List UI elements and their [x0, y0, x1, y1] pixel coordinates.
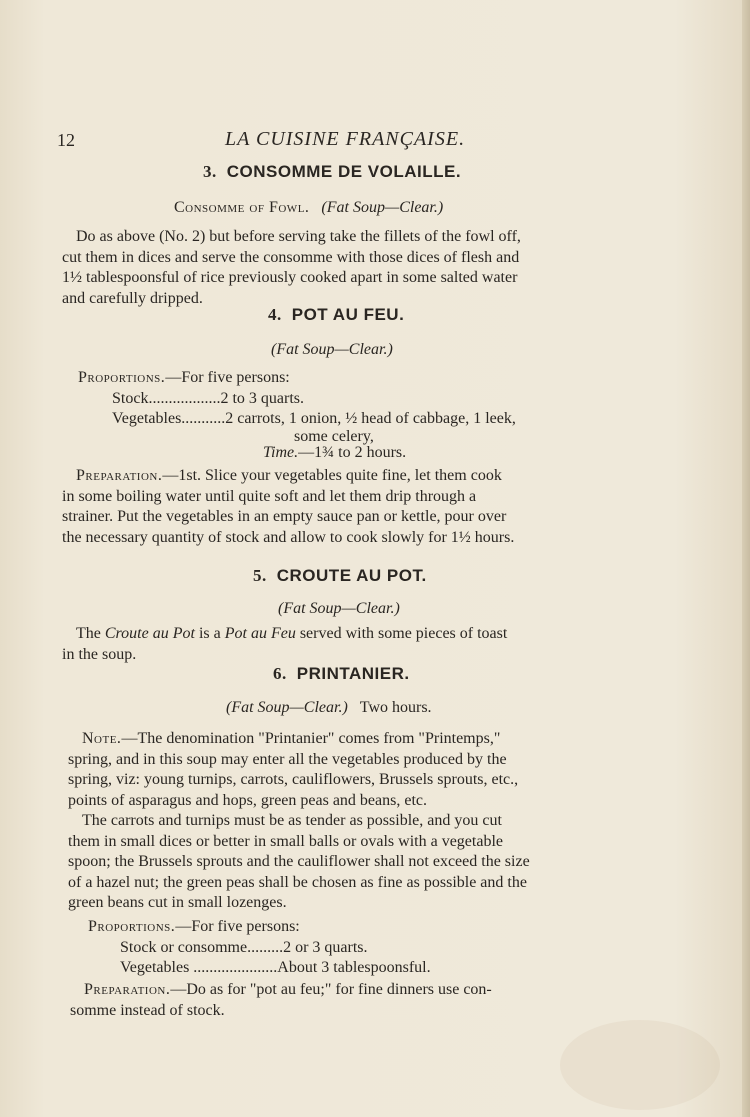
subtitle-italic: (Fat Soup—Clear.)	[321, 199, 444, 216]
body-line: green beans cut in small lozenges.	[68, 894, 287, 911]
time-text: —1¾ to 2 hours.	[298, 444, 407, 461]
section-5-subtitle: (Fat Soup—Clear.)	[278, 600, 400, 617]
note-text: —The denomination "Printanier" comes from "Printemps,"	[121, 730, 501, 747]
section-4-proportions	[78, 368, 290, 389]
section-title: CONSOMME DE VOLAILLE.	[226, 162, 462, 181]
preparation-label: Preparation.	[76, 467, 163, 484]
body-line: cut them in dices and serve the consomme with those dices of flesh and	[62, 248, 520, 266]
section-6-note	[68, 729, 636, 914]
body-line: strainer. Put the vegetables in an empty sauce pan or kettle, pour over	[62, 508, 507, 525]
section-title: CROUTE AU POT.	[276, 566, 427, 585]
section-6-proportions	[88, 917, 300, 938]
time-label: Time.	[263, 444, 299, 461]
body-line: the necessary quantity of stock and allow to cook slowly for 1½ hours.	[62, 528, 515, 546]
body-line: in the soup.	[62, 645, 137, 663]
proportions-label: Proportions.	[88, 918, 176, 935]
proportions-text: —For five persons:	[165, 369, 290, 386]
section-4-heading	[268, 305, 404, 325]
subtitle-italic: (Fat Soup—Clear.)	[226, 699, 348, 716]
body-line: in some boiling water until quite soft and let them drip through a	[62, 487, 477, 505]
vegetables-line: Vegetables .....................About 3 tablespoonsful.	[120, 959, 431, 976]
section-3-heading	[203, 162, 461, 182]
page-edge	[742, 0, 750, 1117]
preparation-label: Preparation.	[84, 981, 171, 998]
subtitle-text: Two hours.	[359, 699, 432, 716]
proportions-label: Proportions.	[78, 369, 166, 386]
body-line: The carrots and turnips must be as tender as possible, and you cut	[82, 812, 502, 829]
section-5-heading	[253, 566, 427, 586]
running-title: LA CUISINE FRANÇAISE.	[225, 128, 466, 150]
section-6-heading	[273, 664, 410, 684]
section-number: 6.	[273, 664, 287, 683]
stock-line: Stock..................2 to 3 quarts.	[112, 390, 304, 407]
subtitle-smallcaps: Consomme of Fowl.	[174, 199, 310, 216]
body-text: served with some pieces of toast	[295, 625, 508, 642]
body-text: is a	[194, 625, 225, 642]
body-line: and carefully dripped.	[62, 289, 203, 307]
body-line: them in small dices or better in small balls or ovals with a vegetable	[68, 832, 503, 850]
preparation-text: —1st. Slice your vegetables quite fine, let them cook	[162, 467, 502, 484]
section-number: 3.	[203, 162, 217, 181]
body-line	[62, 466, 642, 487]
body-line: somme instead of stock.	[70, 1001, 225, 1019]
section-number: 4.	[268, 305, 282, 324]
body-line	[70, 980, 638, 1001]
vegetables-line: Vegetables...........2 carrots, 1 onion, ½ head of cabbage, 1 leek,	[112, 410, 516, 427]
vegetables-continued: some celery,	[294, 428, 374, 445]
body-text: The	[76, 625, 105, 642]
body-italic: Pot au Feu	[224, 625, 296, 642]
body-line: 1½ tablespoonsful of rice previously cooked apart in some salted water	[62, 269, 518, 286]
section-3-body	[62, 227, 642, 309]
time-line	[263, 443, 406, 464]
section-6-preparation	[70, 980, 638, 1021]
body-italic: Croute au Pot	[104, 625, 195, 642]
section-number: 5.	[253, 566, 267, 585]
body-line: Do as above (No. 2) but before serving take the fillets of the fowl off,	[76, 228, 521, 245]
body-line	[62, 624, 642, 645]
section-title: PRINTANIER.	[296, 664, 410, 683]
section-5-body	[62, 624, 642, 665]
page-number: 12	[57, 130, 75, 150]
running-head	[57, 126, 647, 156]
body-line: of a hazel nut; the green peas shall be chosen as fine as possible and the	[68, 873, 527, 891]
preparation-text: —Do as for "pot au feu;" for fine dinners use con-	[170, 981, 492, 998]
section-4-preparation	[62, 466, 642, 548]
proportions-text: —For five persons:	[175, 918, 300, 935]
section-3-subtitle	[174, 198, 443, 219]
section-6-subtitle	[226, 698, 432, 719]
body-line: spoon; the Brussels sprouts and the cauliflower shall not exceed the size	[68, 853, 530, 870]
section-title: POT AU FEU.	[291, 305, 405, 324]
body-line: spring, viz: young turnips, carrots, cauliflowers, Brussels sprouts, etc.,	[68, 771, 519, 788]
section-4-subtitle: (Fat Soup—Clear.)	[271, 341, 393, 358]
paper-stain	[560, 1020, 720, 1110]
stock-line: Stock or consomme.........2 or 3 quarts.	[120, 939, 368, 956]
body-line	[68, 729, 636, 750]
body-line: points of asparagus and hops, green peas and beans, etc.	[68, 791, 427, 809]
note-label: Note.	[82, 730, 122, 747]
body-line: spring, and in this soup may enter all the vegetables produced by the	[68, 750, 507, 768]
